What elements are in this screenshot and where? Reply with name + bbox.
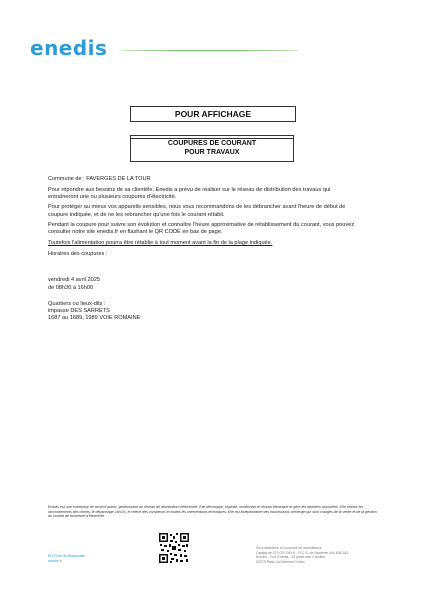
company-info-line: 92079 Paris La Défense Cedex xyxy=(256,559,305,564)
footer-left xyxy=(48,554,85,564)
enedis-logo: enedis xyxy=(30,36,108,60)
outage-date: vendredi 4 avril 2025 xyxy=(48,277,100,284)
paragraph-qrcode: Pendant la coupure pour suivre son évolution et connaître l'heure approximative de rétablissement du courant, vous pouvez consulter notre site enedis.fr en flashant le QR CODE en bas de page. xyxy=(48,222,355,236)
outage-time: de 08h30 à 16h00 xyxy=(48,284,94,291)
location-1: impasse DES SARRETS xyxy=(48,308,110,315)
legal-text: Enedis est une entreprise de service public, gestionnaire du réseau de distribution d'électricité. Elle développe, exploite, modernise le réseau électrique et gère les données associées. Elle réalise les raccordements des clients, le dépannage 24h/24, le relevé des compteurs et toutes les interventions techniques. Elle est indépendante des fournisseurs d'énergie qui sont chargés de la vente et de la gestion du contrat de fourniture d'électricité. xyxy=(48,505,377,519)
paragraph-intro: Pour répondre aux besoins de sa clientèle, Enedis a prévu de réaliser sur le réseau de distribution des travaux qui entraîneront une ou plusieurs coupures d'électricité. xyxy=(48,186,331,200)
commune: Commune de : FAVERGES DE LA TOUR xyxy=(48,176,151,182)
company-info-line: Enedis - Tour Enedis - 34 place des Corolles xyxy=(256,555,326,560)
paragraph-protect: Pour protéger au mieux vos appareils sensibles, nous vous recommandons de les débrancher avant l'heure de début de coupure indiquée, et de ne les rebrancher qu'une fois le courant rétabli. xyxy=(48,204,346,218)
notice-title-box xyxy=(130,135,294,162)
hours-label: Horaires des coupures : xyxy=(48,250,108,257)
warning-text: Toutefois l'alimentation pourra être rétablie à tout moment avant la fin de la plage indiquée. xyxy=(48,240,273,247)
notice-body xyxy=(48,176,360,322)
location-2: 1687 au 1689, 1989 VOIE ROMAINE xyxy=(48,315,141,322)
qr-code-icon[interactable] xyxy=(158,532,190,564)
company-info-line: SA à directoire et à conseil de surveillance xyxy=(256,546,322,550)
company-info xyxy=(256,546,396,564)
footer-website[interactable]: enedis.fr xyxy=(48,559,62,563)
logo-swoosh xyxy=(120,50,300,51)
display-title: POUR AFFICHAGE xyxy=(130,106,296,122)
title-divider xyxy=(130,138,294,139)
company-info-line: Capital de 270 037 000 € - R.C.S. de Nanterre 444 608 442 xyxy=(256,550,349,555)
footer-office: EO Pont de Beauvoisin xyxy=(48,554,86,558)
notice-title-line1: COUPURES DE COURANT xyxy=(167,140,257,147)
locations-label: Quartiers ou lieux-dits : xyxy=(48,301,106,308)
notice-title-line2: POUR TRAVAUX xyxy=(184,149,240,156)
